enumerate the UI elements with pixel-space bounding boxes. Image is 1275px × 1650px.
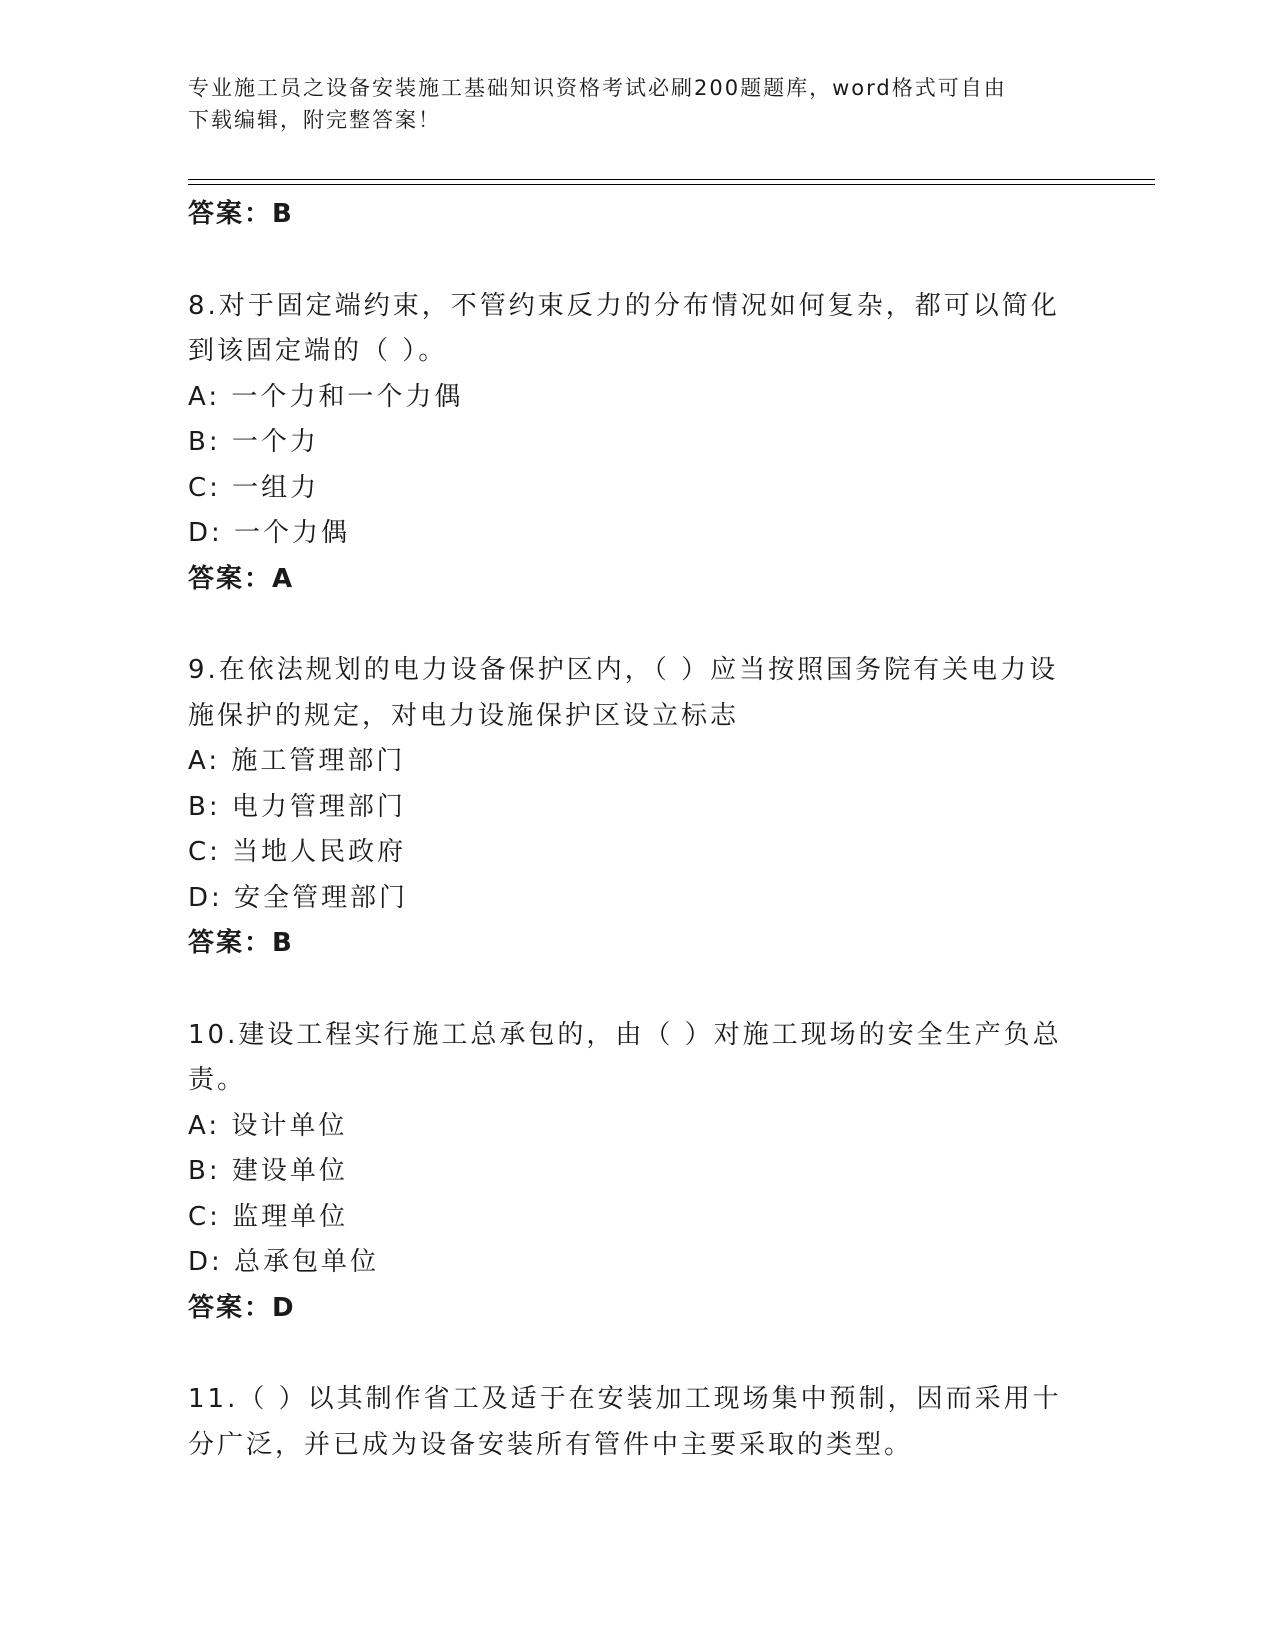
question-text: 8.对于固定端约束，不管约束反力的分布情况如何复杂，都可以简化 bbox=[188, 290, 1060, 321]
spacer bbox=[188, 238, 1088, 284]
spacer bbox=[188, 1331, 1088, 1377]
option-a: A: 一个力和一个力偶 bbox=[188, 381, 464, 412]
option-a: A: 施工管理部门 bbox=[188, 746, 406, 776]
header-divider-top bbox=[188, 179, 1155, 180]
question-text: 9.在依法规划的电力设备保护区内，（ ）应当按照国务院有关电力设 bbox=[188, 655, 1059, 685]
option-c: C: 一组力 bbox=[188, 472, 320, 503]
question-block bbox=[188, 1377, 1088, 1468]
answer-line: 答案：D bbox=[188, 1292, 296, 1323]
answer-line: 答案：B bbox=[188, 928, 294, 958]
spacer bbox=[188, 967, 1088, 1013]
option-b: B: 建设单位 bbox=[188, 1156, 348, 1186]
header-line-2: 下载编辑，附完整答案！ bbox=[188, 108, 441, 132]
option-b: B: 一个力 bbox=[188, 427, 319, 457]
option-b: B: 电力管理部门 bbox=[188, 791, 406, 822]
header-line-1: 专业施工员之设备安装施工基础知识资格考试必刷200题题库，word格式可自由 bbox=[188, 76, 1007, 100]
answer-line: 答案：A bbox=[188, 563, 295, 594]
question-text-cont: 分广泛，并已成为设备安装所有管件中主要采取的类型。 bbox=[188, 1429, 914, 1460]
question-text-cont: 到该固定端的（ ）。 bbox=[188, 336, 448, 366]
document-header bbox=[188, 72, 1068, 136]
option-a: A: 设计单位 bbox=[188, 1110, 348, 1141]
option-c: C: 监理单位 bbox=[188, 1201, 349, 1232]
question-text-cont: 责。 bbox=[188, 1065, 247, 1095]
option-c: C: 当地人民政府 bbox=[188, 837, 407, 867]
question-block bbox=[188, 284, 1088, 603]
question-text: 10.建设工程实行施工总承包的，由（ ）对施工现场的安全生产负总 bbox=[188, 1019, 1062, 1050]
question-text: 11.（ ）以其制作省工及适于在安装加工现场集中预制，因而采用十 bbox=[188, 1384, 1062, 1414]
header-divider-bottom bbox=[188, 184, 1155, 185]
question-block bbox=[188, 1013, 1088, 1332]
option-d: D: 安全管理部门 bbox=[188, 882, 409, 913]
answer-line: 答案：B bbox=[188, 199, 294, 229]
question-block bbox=[188, 648, 1088, 967]
option-d: D: 一个力偶 bbox=[188, 518, 351, 548]
document-body bbox=[188, 192, 1088, 1468]
option-d: D: 总承包单位 bbox=[188, 1247, 380, 1277]
question-text-cont: 施保护的规定，对电力设施保护区设立标志 bbox=[188, 700, 740, 731]
spacer bbox=[188, 602, 1088, 648]
